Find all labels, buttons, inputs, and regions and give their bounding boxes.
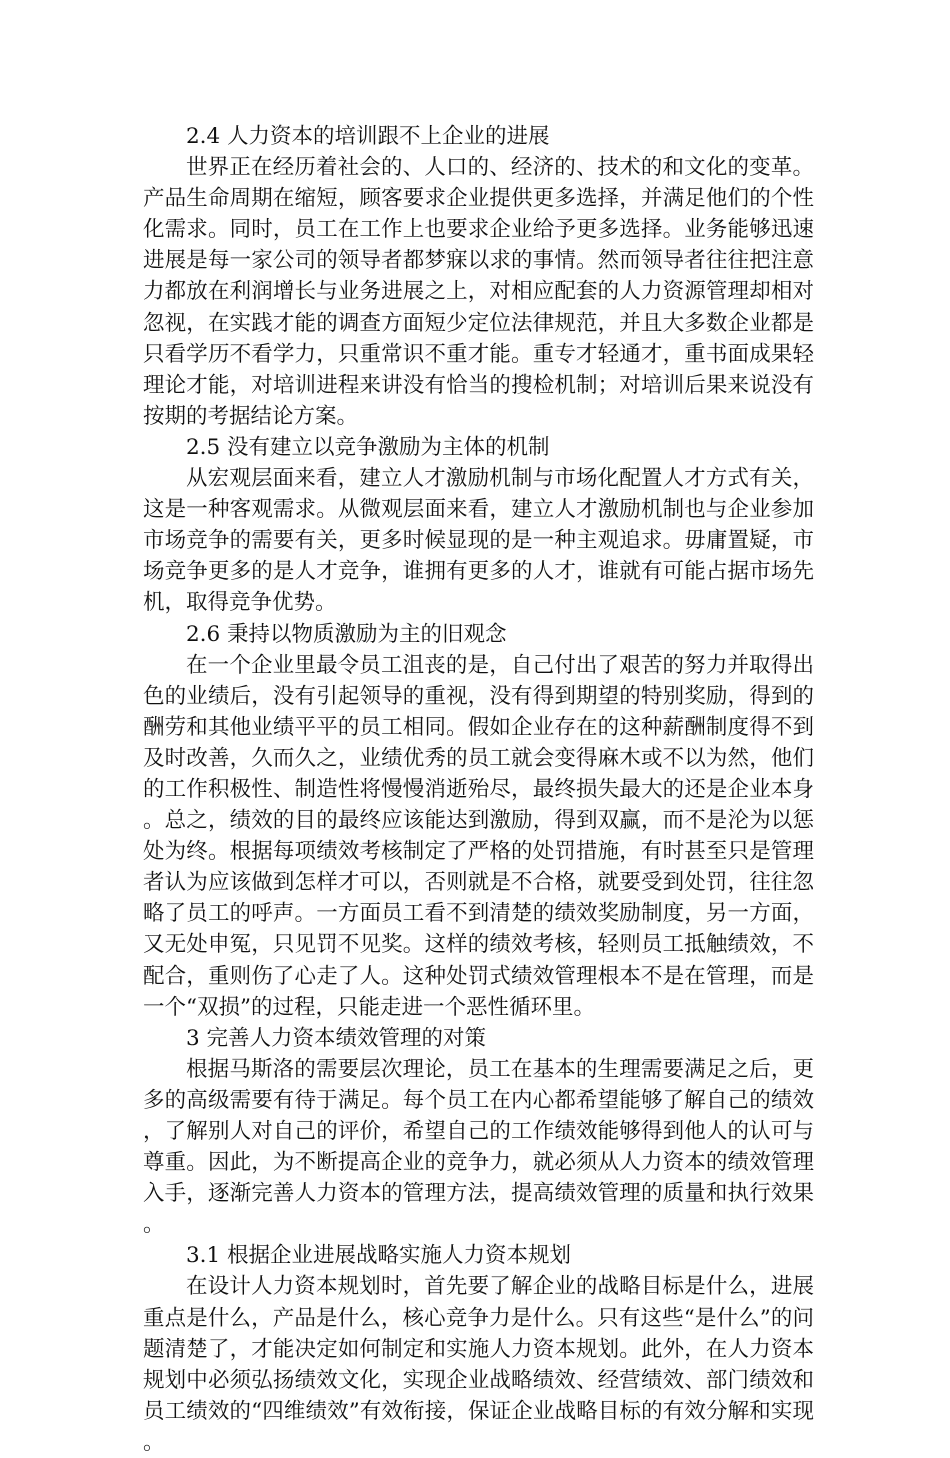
section-heading: 3 完善人力资本绩效管理的对策 bbox=[186, 1025, 487, 1051]
section-2-5 bbox=[143, 432, 814, 619]
section-2-4 bbox=[143, 121, 814, 432]
section-heading: 3.1 根据企业进展战略实施人力资本规划 bbox=[186, 1243, 572, 1269]
section-2-6 bbox=[143, 619, 814, 1023]
section-paragraph: 世界正在经历着社会的、人口的、经济的、技术的和文化的变革。产品生命周期在缩短，顾客要求企业提供更多选择，并满足他们的个性化需求。同时，员工在工作上也要求企业给予更多选择。业务能够迅速进展是每一家公司的领导者都梦寐以求的事情。然而领导者往往把注意力都放在利润增长与业务进展之上，对相应配套的人力资源管理却相对忽视，在实践才能的调查方面短少定位法律规范，并且大多数企业都是只看学历不看学力，只重常识不重才能。重专才轻通才，重书面成果轻理论才能，对培训进程来讲没有恰当的搜检机制；对培训后果来说没有按期的考据结论方案。 bbox=[143, 155, 814, 429]
section-heading: 2.6 秉持以物质激励为主的旧观念 bbox=[186, 621, 507, 647]
section-heading: 2.4 人力资本的培训跟不上企业的进展 bbox=[186, 124, 550, 149]
section-3 bbox=[143, 1023, 814, 1241]
section-paragraph: 根据马斯洛的需要层次理论，员工在基本的生理需要满足之后，更多的高级需要有待于满足。每个员工在内心都希望能够了解自己的绩效，了解别人对自己的评价，希望自己的工作绩效能够得到他人的认可与尊重。因此，为不断提高企业的竞争力，就必须从人力资本的绩效管理入手，逐渐完善人力资本的管理方法，提高绩效管理的质量和执行效果。 bbox=[143, 1056, 814, 1238]
section-paragraph: 在一个企业里最令员工沮丧的是，自己付出了艰苦的努力并取得出色的业绩后，没有引起领导的重视，没有得到期望的特别奖励，得到的酬劳和其他业绩平平的员工相同。假如企业存在的这种薪酬制度得不到及时改善，久而久之，业绩优秀的员工就会变得麻木或不以为然，他们的工作积极性、制造性将慢慢消逝殆尽，最终损失最大的还是企业本身。总之，绩效的目的最终应该能达到激励，得到双赢，而不是沦为以惩处为终。根据每项绩效考核制定了严格的处罚措施，有时甚至只是管理者认为应该做到怎样才可以，否则就是不合格，就要受到处罚，往往忽略了员工的呼声。一方面员工看不到清楚的绩效奖励制度，另一方面，又无处申冤，只见罚不见奖。这样的绩效考核，轻则员工抵触绩效，不配合，重则伤了心走了人。这种处罚式绩效管理根本不是在管理，而是一个“双损”的过程，只能走进一个恶性循环里。 bbox=[143, 652, 814, 1020]
section-heading: 2.5 没有建立以竞争激励为主体的机制 bbox=[186, 434, 550, 460]
section-paragraph: 在设计人力资本规划时，首先要了解企业的战略目标是什么，进展重点是什么，产品是什么，核心竞争力是什么。只有这些“是什么”的问题清楚了，才能决定如何制定和实施人力资本规划。此外，在人力资本规划中必须弘扬绩效文化，实现企业战略绩效、经营绩效、部门绩效和员工绩效的“四维绩效”有效衔接，保证企业战略目标的有效分解和实现。 bbox=[143, 1274, 814, 1455]
section-3-1 bbox=[143, 1240, 814, 1458]
section-paragraph: 从宏观层面来看，建立人才激励机制与市场化配置人才方式有关，这是一种客观需求。从微观层面来看，建立人才激励机制也与企业参加市场竞争的需要有关，更多时候显现的是一种主观追求。毋庸置疑，市场竞争更多的是人才竞争，谁拥有更多的人才，谁就有可能占据市场先机，取得竞争优势。 bbox=[143, 466, 814, 616]
